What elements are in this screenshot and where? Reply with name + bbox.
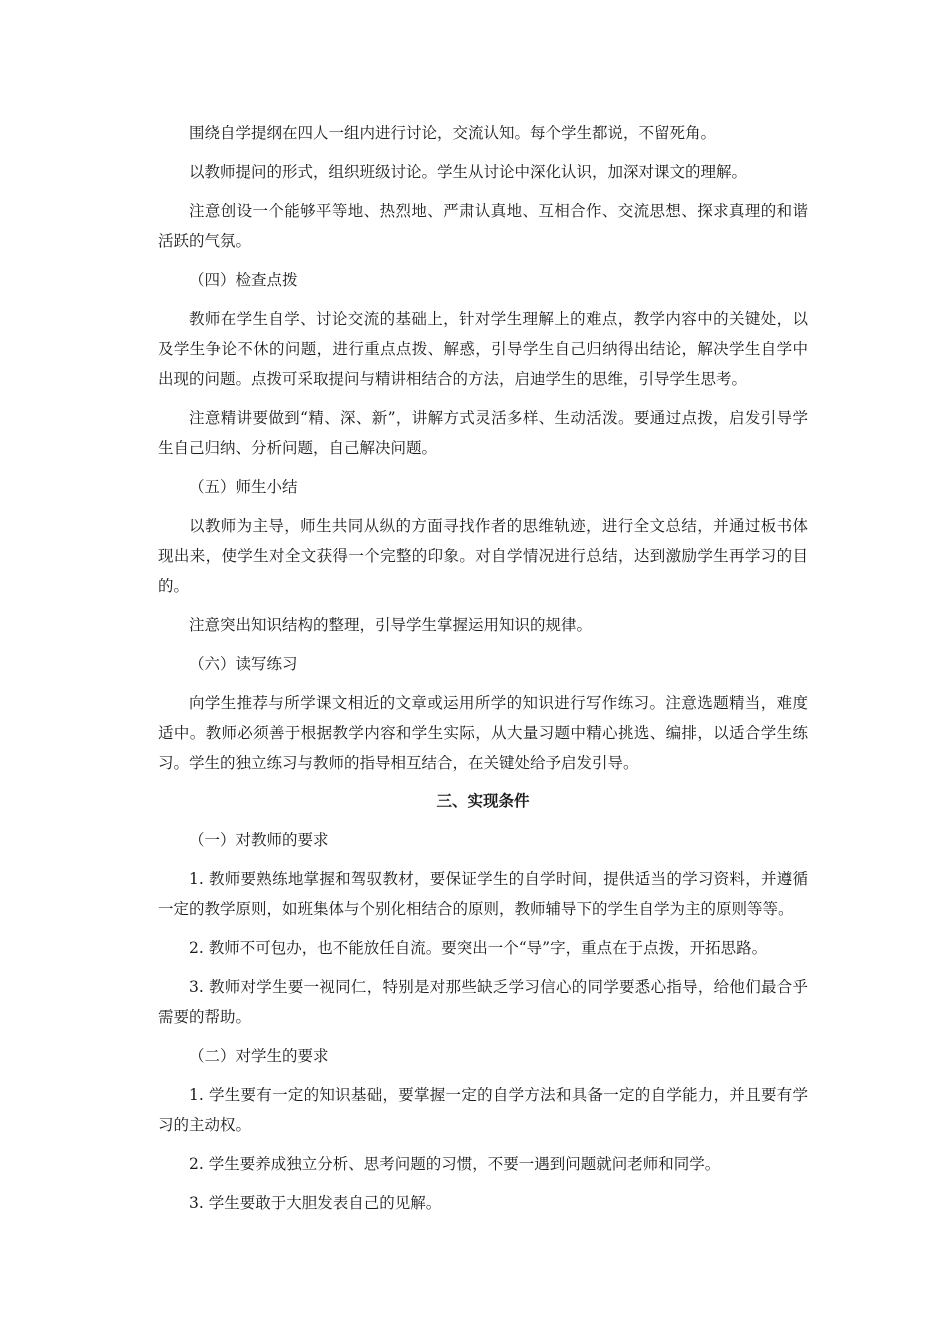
subheading-summary: （五）师生小结 (189, 478, 298, 496)
paragraph-class-discussion: 以教师提问的形式，组织班级讨论。学生从讨论中深化认识，加深对课文的理解。 (189, 163, 748, 181)
subheading-teacher-requirements: （一）对教师的要求 (189, 831, 329, 849)
student-requirement-3: 3. 学生要敢于大胆发表自己的见解。 (189, 1194, 442, 1212)
teacher-requirement-2: 2. 教师不可包办，也不能放任自流。要突出一个“导”字，重点在于点拨，开拓思路。 (189, 939, 768, 957)
paragraph-summary: 以教师为主导，师生共同从纵的方面寻找作者的思维轨迹，进行全文总结，并通过板书体现出来，使学生对全文获得一个完整的印象。对自学情况进行总结，达到激励学生再学习的目的。 (158, 517, 808, 595)
section-title-conditions: 三、实现条件 (436, 792, 530, 810)
document-page (158, 118, 808, 1218)
subheading-student-requirements: （二）对学生的要求 (189, 1047, 329, 1065)
paragraph-atmosphere-note: 注意创设一个能够平等地、热烈地、严肃认真地、互相合作、交流思想、探求真理的和谐活跃的气氛。 (158, 202, 808, 250)
subheading-read-write: （六）读写练习 (189, 655, 298, 673)
paragraph-group-discussion: 围绕自学提纲在四人一组内进行讨论，交流认知。每个学生都说，不留死角。 (189, 124, 717, 142)
student-requirement-1: 1. 学生要有一定的知识基础，要掌握一定的自学方法和具备一定的自学能力，并且要有学习的主动权。 (158, 1086, 808, 1134)
teacher-requirement-3: 3. 教师对学生要一视同仁，特别是对那些缺乏学习信心的同学要悉心指导，给他们最合乎需要的帮助。 (158, 978, 808, 1026)
paragraph-summary-note: 注意突出知识结构的整理，引导学生掌握运用知识的规律。 (189, 616, 593, 634)
paragraph-read-write: 向学生推荐与所学课文相近的文章或运用所学的知识进行写作练习。注意选题精当，难度适中。教师必须善于根据教学内容和学生实际，从大量习题中精心挑选、编排，以适合学生练习。学生的独立练习与教师的指导相互结合，在关键处给予启发引导。 (158, 694, 808, 772)
paragraph-lecture-note: 注意精讲要做到“精、深、新”，讲解方式灵活多样、生动活泼。要通过点拨，启发引导学生自己归纳、分析问题，自己解决问题。 (158, 409, 808, 457)
subheading-check-guide: （四）检查点拨 (189, 271, 298, 289)
teacher-requirement-1: 1. 教师要熟练地掌握和驾驭教材，要保证学生的自学时间，提供适当的学习资料，并遵循一定的教学原则，如班集体与个别化相结合的原则，教师辅导下的学生自学为主的原则等等。 (158, 870, 808, 918)
student-requirement-2: 2. 学生要养成独立分析、思考问题的习惯，不要一遇到问题就问老师和同学。 (189, 1155, 721, 1173)
paragraph-check-guide: 教师在学生自学、讨论交流的基础上，针对学生理解上的难点，教学内容中的关键处，以及学生争论不休的问题，进行重点点拨、解惑，引导学生自己归纳得出结论，解决学生自学中出现的问题。点拨可采取提问与精讲相结合的方法，启迪学生的思维，引导学生思考。 (158, 310, 808, 388)
